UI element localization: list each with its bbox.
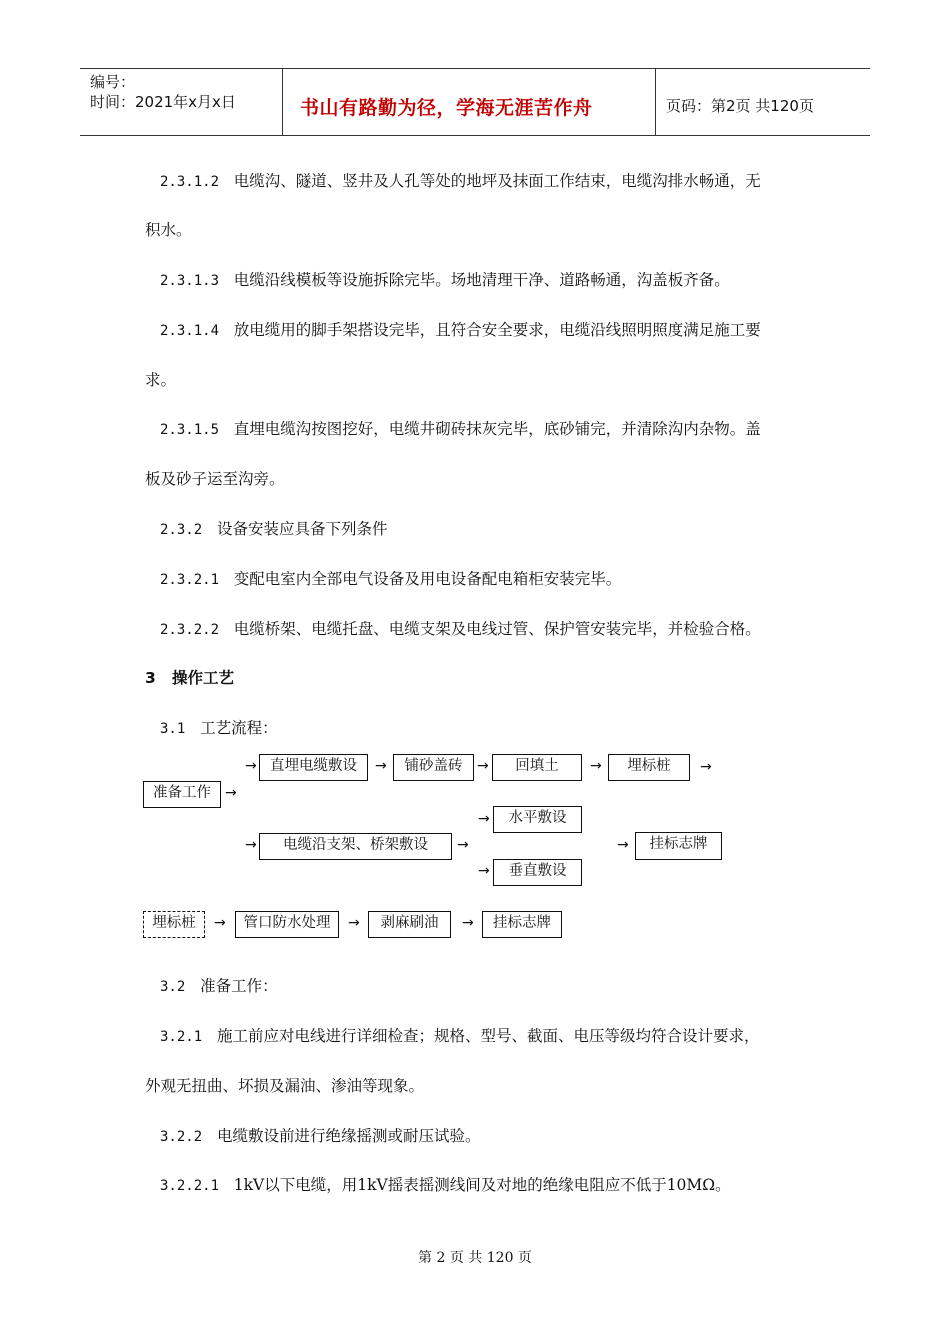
flow-step-direct-burial: 直埋电缆敷设 [259, 754, 368, 781]
clause-number: 2.3.1.2 [160, 174, 220, 190]
paragraph-2-3-1-4 [160, 319, 761, 342]
paragraph-continuation: 板及砂子运至沟旁。 [145, 470, 285, 488]
header-divider-left [282, 68, 283, 136]
flow-arrow: → [477, 758, 489, 774]
flow-arrow: → [700, 759, 712, 775]
header-top-rule [80, 68, 870, 69]
paragraph-text: 电缆敷设前进行绝缘摇测或耐压试验。 [216, 1127, 481, 1145]
flow-arrow: → [478, 863, 490, 879]
header-divider-right [655, 68, 656, 136]
section-3-2-heading [160, 975, 278, 998]
flow-step-horizontal: 水平敷设 [493, 806, 582, 833]
paragraph-text: 放电缆用的脚手架搭设完毕，且符合安全要求，电缆沿线照明照度满足施工要 [233, 321, 761, 339]
flow-arrow: → [245, 837, 257, 853]
section-number: 3.1 [160, 721, 186, 737]
flow-step-backfill: 回填土 [492, 754, 582, 781]
paragraph-text: 电缆沿线模板等设施拆除完毕。场地清理干净、道路畅通，沟盖板齐备。 [233, 271, 730, 289]
flow-arrow: → [590, 758, 602, 774]
flow-step-marker-post: 埋标桩 [608, 754, 690, 781]
flow-arrow: → [225, 785, 237, 801]
header-motto: 书山有路勤为径，学海无涯苦作舟 [300, 97, 593, 119]
paragraph-3-2-2-1 [160, 1174, 731, 1197]
paragraph-2-3-2-1 [160, 568, 621, 591]
clause-number: 3.2.2 [160, 1129, 203, 1145]
clause-number: 2.3.2 [160, 522, 203, 538]
paragraph-continuation: 求。 [145, 371, 177, 389]
paragraph-text: 设备安装应具备下列条件 [216, 520, 388, 538]
paragraph-2-3-2 [160, 518, 387, 541]
flow-arrow: → [348, 915, 360, 931]
paragraph-text: 变配电室内全部电气设备及用电设备配电箱柜安装完毕。 [233, 570, 622, 588]
flow-step-hang-sign: 挂标志牌 [635, 832, 722, 860]
clause-number: 2.3.1.4 [160, 323, 220, 339]
flow-step-strip-paint: 剥麻刷油 [368, 911, 451, 938]
flow-arrow: → [617, 837, 629, 853]
paragraph-text: 1kV以下电缆，用1kV摇表摇测线间及对地的绝缘电阻应不低于10MΩ。 [233, 1176, 731, 1194]
section-3-heading [145, 667, 234, 689]
flow-step-marker-post-2: 埋标桩 [143, 911, 205, 938]
flow-arrow: → [214, 915, 226, 931]
document-date: 时间：2021年x月x日 [90, 93, 236, 111]
paragraph-continuation: 积水。 [145, 221, 192, 239]
flow-step-vertical: 垂直敷设 [493, 859, 582, 886]
paragraph-text: 电缆沟、隧道、竖井及人孔等处的地坪及抹面工作结束，电缆沟排水畅通，无 [233, 172, 761, 190]
flow-step-sand-brick: 铺砂盖砖 [393, 754, 474, 781]
paragraph-3-2-1 [160, 1025, 759, 1048]
section-number: 3.2 [160, 979, 186, 995]
document-id-label: 编号： [90, 73, 136, 91]
section-title: 操作工艺 [172, 669, 235, 687]
paragraph-text: 施工前应对电线进行详细检查；规格、型号、截面、电压等级均符合设计要求， [216, 1027, 760, 1045]
flow-step-waterproof: 管口防水处理 [235, 911, 339, 938]
page-footer: 第 2 页 共 120 页 [418, 1250, 532, 1266]
paragraph-3-2-2 [160, 1125, 480, 1148]
paragraph-2-3-1-5 [160, 418, 761, 441]
paragraph-text: 直埋电缆沟按图挖好，电缆井砌砖抹灰完毕，底砂铺完，并清除沟内杂物。盖 [233, 420, 761, 438]
section-title: 准备工作： [200, 977, 278, 995]
header-bottom-rule [80, 135, 870, 136]
clause-number: 2.3.1.3 [160, 273, 220, 289]
flow-step-hang-sign-2: 挂标志牌 [482, 911, 562, 938]
paragraph-2-3-2-2 [160, 618, 761, 641]
clause-number: 3.2.1 [160, 1029, 203, 1045]
clause-number: 2.3.1.5 [160, 422, 220, 438]
flow-arrow: → [462, 915, 474, 931]
section-3-1-heading [160, 717, 278, 740]
flow-step-tray-laying: 电缆沿支架、桥架敷设 [259, 833, 452, 860]
paragraph-text: 电缆桥架、电缆托盘、电缆支架及电线过管、保护管安装完毕，并检验合格。 [233, 620, 761, 638]
paragraph-continuation: 外观无扭曲、坏损及漏油、渗油等现象。 [145, 1077, 425, 1095]
clause-number: 2.3.2.2 [160, 622, 220, 638]
header-page-info: 页码：第2页 共120页 [666, 97, 814, 115]
flow-arrow: → [245, 758, 257, 774]
section-title: 工艺流程： [200, 719, 278, 737]
flow-arrow: → [457, 837, 469, 853]
clause-number: 2.3.2.1 [160, 572, 220, 588]
paragraph-2-3-1-2 [160, 170, 761, 193]
flow-arrow: → [478, 811, 490, 827]
section-number: 3 [145, 669, 156, 687]
clause-number: 3.2.2.1 [160, 1178, 220, 1194]
flow-arrow: → [375, 758, 387, 774]
paragraph-2-3-1-3 [160, 269, 730, 292]
flow-step-prep: 准备工作 [143, 781, 221, 808]
